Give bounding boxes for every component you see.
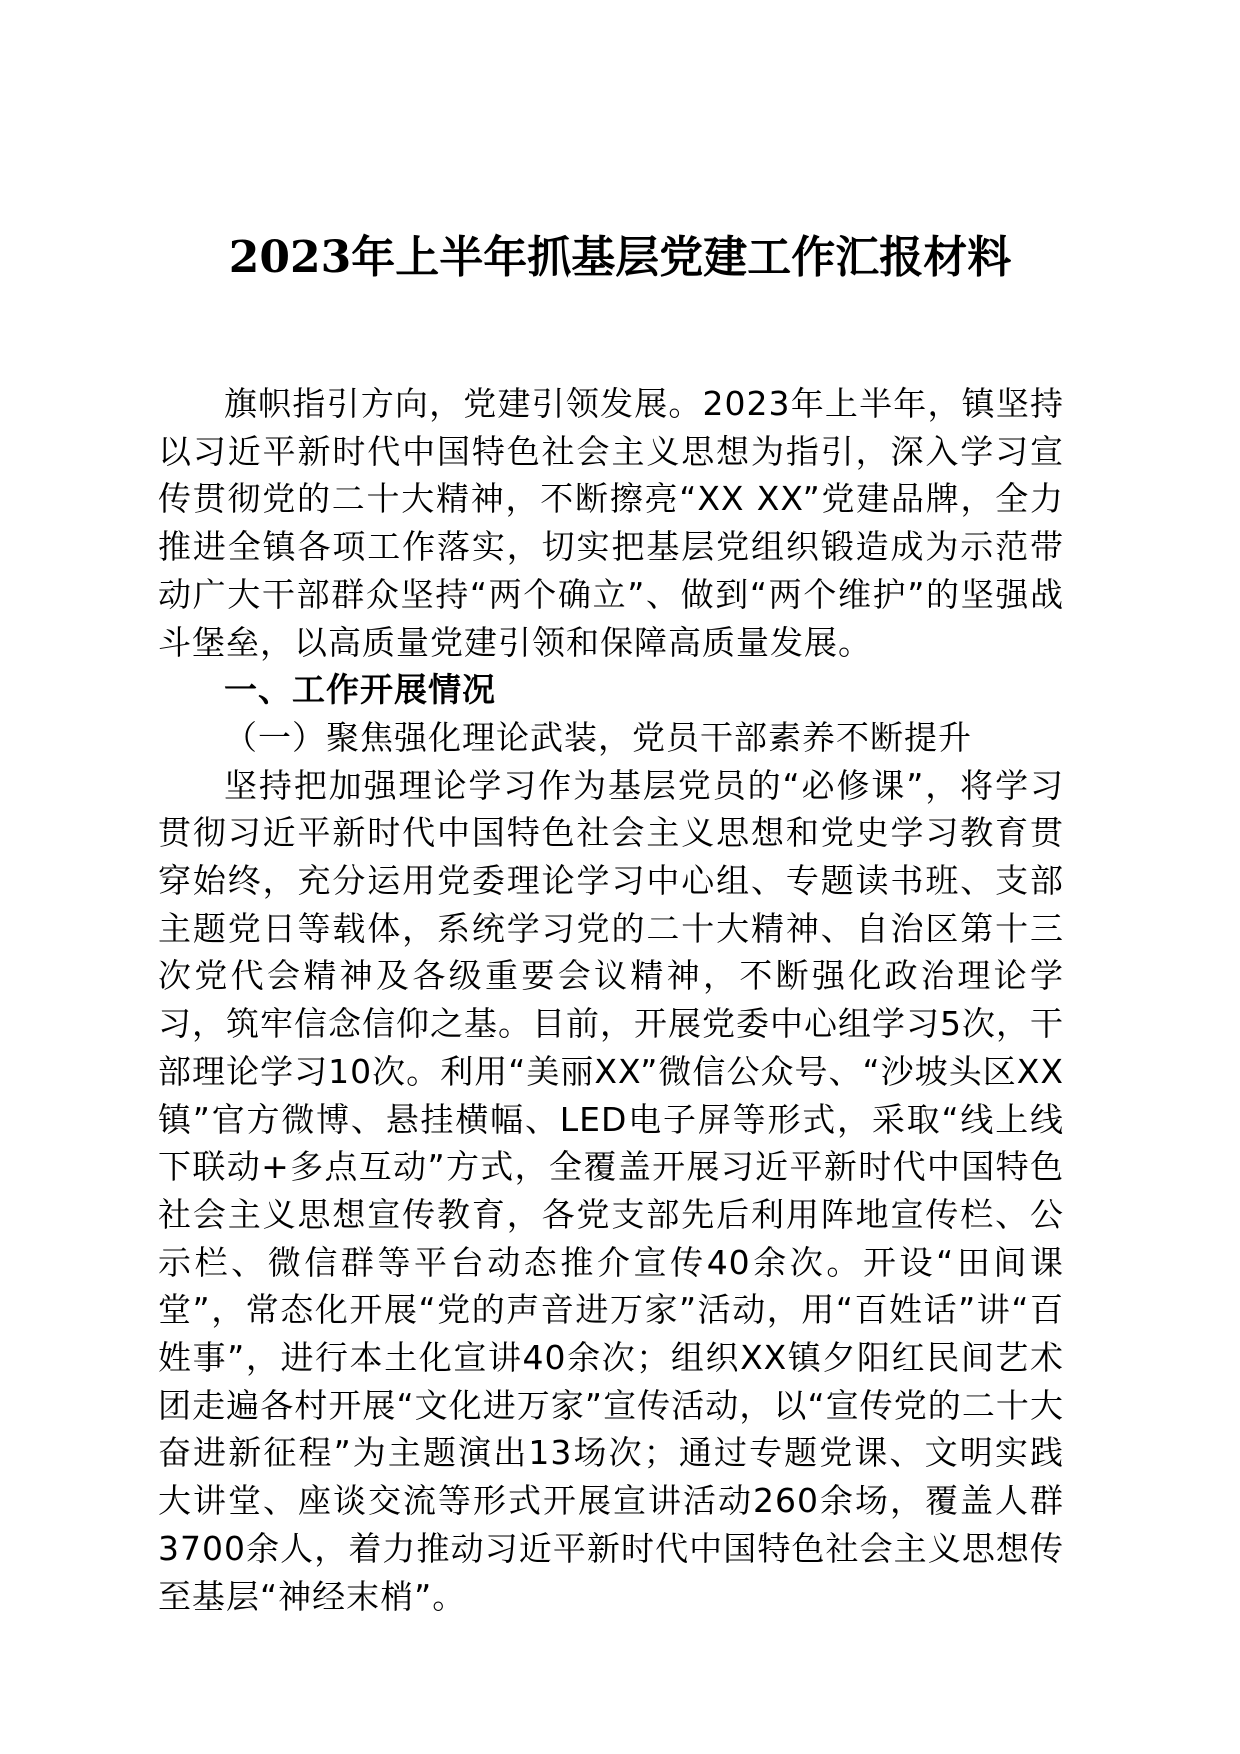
document-body bbox=[158, 380, 1064, 1620]
intro-paragraph: 旗帜指引方向，党建引领发展。2023年上半年，镇坚持以习近平新时代中国特色社会主义思想为指引，深入学习宣传贯彻党的二十大精神，不断擦亮“XX XX”党建品牌，全力推进全镇各项工作落实，切实把基层党组织锻造成为示范带动广大干部群众坚持“两个确立”、做到“两个维护”的坚强战斗堡垒，以高质量党建引领和保障高质量发展。 bbox=[158, 384, 1064, 662]
subsection-paragraph: 坚持把加强理论学习作为基层党员的“必修课”，将学习贯彻习近平新时代中国特色社会主义思想和党史学习教育贯穿始终，充分运用党委理论学习中心组、专题读书班、支部主题党日等载体，系统学习党的二十大精神、自治区第十三次党代会精神及各级重要会议精神，不断强化政治理论学习，筑牢信念信仰之基。目前，开展党委中心组学习5次，干部理论学习10次。利用“美丽XX”微信公众号、“沙坡头区XX镇”官方微博、悬挂横幅、LED电子屏等形式，采取“线上线下联动+多点互动”方式，全覆盖开展习近平新时代中国特色社会主义思想宣传教育，各党支部先后利用阵地宣传栏、公示栏、微信群等平台动态推介宣传40余次。开设“田间课堂”，常态化开展“党的声音进万家”活动，用“百姓话”讲“百姓事”，进行本土化宣讲40余次；组织XX镇夕阳红民间艺术团走遍各村开展“文化进万家”宣传活动，以“宣传党的二十大 奋进新征程”为主题演出13场次；通过专题党课、文明实践大讲堂、座谈交流等形式开展宣讲活动260余场，覆盖人群3700余人，着力推动习近平新时代中国特色社会主义思想传至基层“神经末梢”。 bbox=[158, 765, 1064, 1616]
document-title: 2023年上半年抓基层党建工作汇报材料 bbox=[228, 232, 1012, 283]
subsection-heading: （一）聚焦强化理论武装，党员干部素养不断提升 bbox=[224, 717, 972, 757]
section-heading: 一、工作开展情况 bbox=[224, 670, 496, 710]
